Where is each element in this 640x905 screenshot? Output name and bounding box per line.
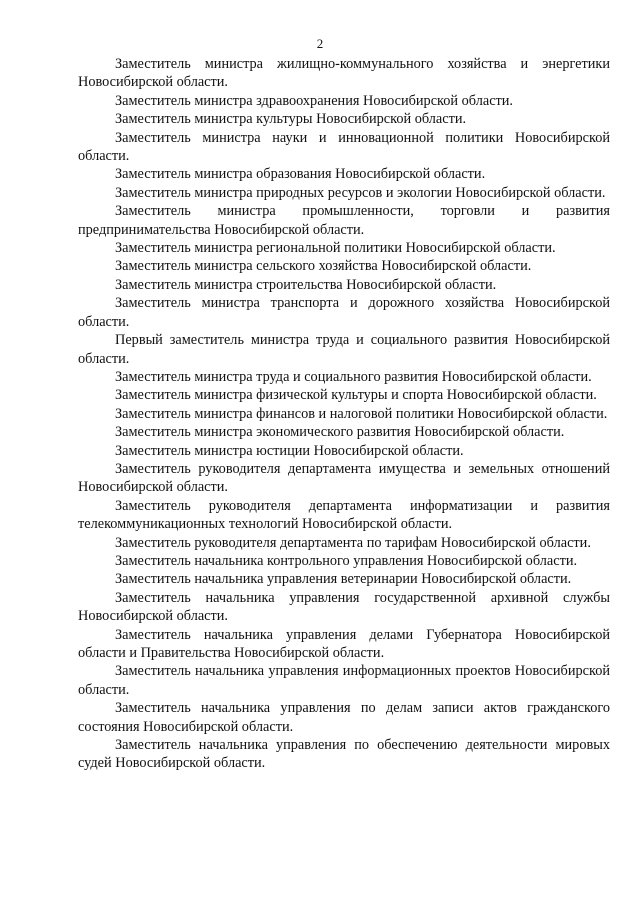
list-item-deputy-economic-development: Заместитель министра экономического развития Новосибирской области. xyxy=(115,424,565,441)
list-item-deputy-chief-governor-affairs: Заместитель начальника управления делами Губернатора Новосибирской области и Правительства Новосибирской области. xyxy=(78,626,610,661)
list-item-deputy-finance: Заместитель министра финансов и налоговой политики Новосибирской области. xyxy=(115,405,608,422)
page-number: 2 xyxy=(316,36,324,51)
list-item-deputy-housing-energy: Заместитель министра жилищно-коммунального хозяйства и энергетики Новосибирской области. xyxy=(78,56,610,91)
list-item-deputy-head-informatization: Заместитель руководителя департамента информатизации и развития телекоммуникационных технологий Новосибирской области. xyxy=(78,497,610,533)
list-item-deputy-construction: Заместитель министра строительства Новосибирской области. xyxy=(115,276,497,293)
list-item-deputy-industry-trade: Заместитель министра промышленности, торговли и развития предпринимательства Новосибирской области. xyxy=(78,203,610,238)
list-item-deputy-chief-control: Заместитель начальника контрольного управления Новосибирской области. xyxy=(115,552,578,569)
list-item-deputy-chief-magistrates: Заместитель начальника управления по обеспечению деятельности мировых судей Новосибирской области. xyxy=(78,737,610,772)
list-item-deputy-head-property: Заместитель руководителя департамента имущества и земельных отношений Новосибирской области. xyxy=(78,460,610,496)
list-item-deputy-transport: Заместитель министра транспорта и дорожного хозяйства Новосибирской области. xyxy=(78,295,610,330)
list-item-deputy-head-tariffs: Заместитель руководителя департамента по тарифам Новосибирской области. xyxy=(115,534,591,551)
list-item-deputy-science: Заместитель министра науки и инновационной политики Новосибирской области. xyxy=(78,129,610,165)
list-item-deputy-labour: Заместитель министра труда и социального развития Новосибирской области. xyxy=(115,368,592,385)
list-item-deputy-chief-veterinary: Заместитель начальника управления ветеринарии Новосибирской области. xyxy=(115,571,572,588)
list-item-deputy-justice: Заместитель министра юстиции Новосибирской области. xyxy=(115,442,464,459)
list-item-deputy-chief-info-projects: Заместитель начальника управления информационных проектов Новосибирской области. xyxy=(78,663,610,698)
document-body xyxy=(78,55,610,773)
list-item-deputy-health: Заместитель министра здравоохранения Новосибирской области. xyxy=(115,92,514,109)
list-item-deputy-chief-archive: Заместитель начальника управления государственной архивной службы Новосибирской области. xyxy=(78,589,610,625)
list-item-deputy-regional-policy: Заместитель министра региональной политики Новосибирской области. xyxy=(115,240,556,257)
list-item-deputy-natural-resources: Заместитель министра природных ресурсов и экологии Новосибирской области. xyxy=(115,184,606,201)
list-item-deputy-sport: Заместитель министра физической культуры и спорта Новосибирской области. xyxy=(115,387,597,404)
list-item-deputy-agriculture: Заместитель министра сельского хозяйства Новосибирской области. xyxy=(115,258,532,275)
list-item-first-deputy-labour: Первый заместитель министра труда и социального развития Новосибирской области. xyxy=(78,332,610,367)
list-item-deputy-culture: Заместитель министра культуры Новосибирской области. xyxy=(115,111,467,128)
list-item-deputy-chief-civil-registry: Заместитель начальника управления по делам записи актов гражданского состояния Новосибирской области. xyxy=(78,700,610,735)
list-item-deputy-education: Заместитель министра образования Новосибирской области. xyxy=(115,166,486,183)
